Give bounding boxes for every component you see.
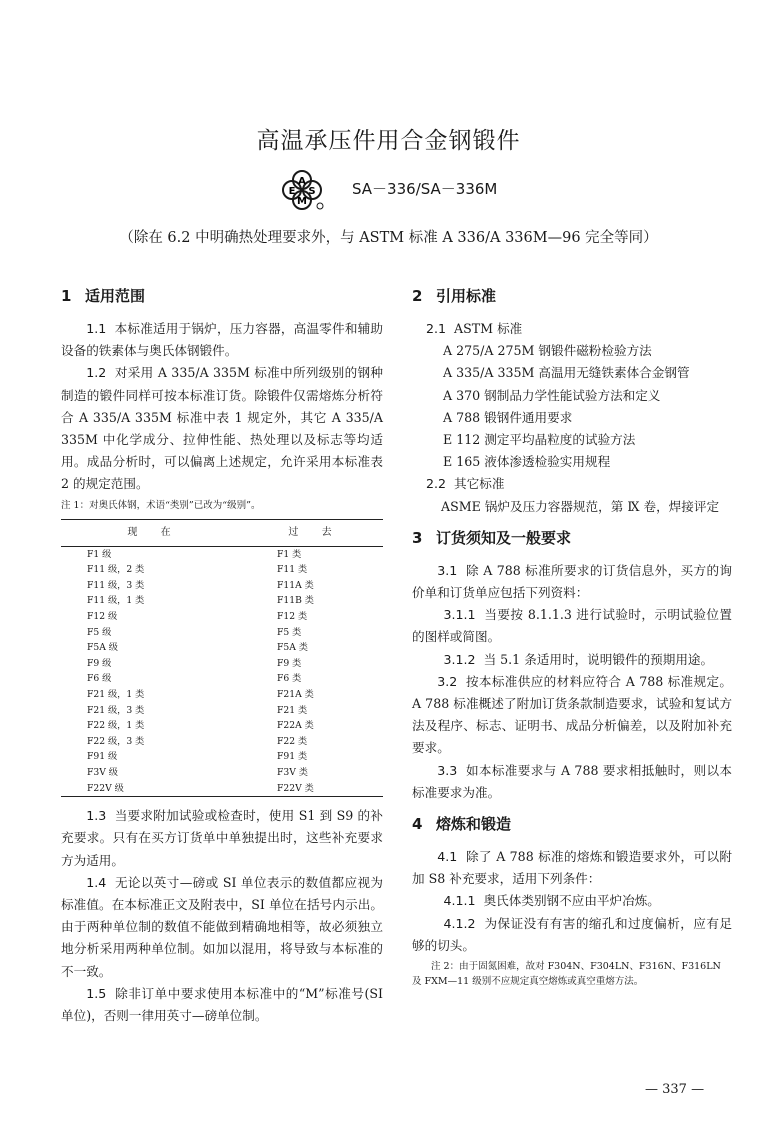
standard-number: SA－336/SA－336M xyxy=(352,180,498,198)
table-row xyxy=(61,546,383,562)
cell-past-class: F22V 类 xyxy=(247,781,383,797)
clause-1-3: 1.3 当要求附加试验或检查时，使用 S1 到 S9 的补充要求。只有在买方订货单中单独提出时，这些补充要求方为适用。 xyxy=(61,808,383,868)
table-row xyxy=(61,656,383,672)
ref-item: A 275/A 275M 钢锻件磁粉检验方法 xyxy=(443,343,652,359)
table-row xyxy=(61,765,383,781)
clause-3-1-1: 3.1.1 当要按 8.1.1.3 进行试验时，示明试验位置的图样或简图。 xyxy=(412,607,732,645)
svg-text:S: S xyxy=(308,186,316,197)
table-row xyxy=(61,640,383,656)
clause-1-5: 1.5 除非订单中要求使用本标准中的“M”标准号(SI 单位)，否则一律用英寸—磅单位制。 xyxy=(61,985,383,1023)
cell-current-grade: F6 级 xyxy=(87,673,112,685)
grade-designation-table xyxy=(61,519,383,798)
note-1: 注 1：对奥氏体钢，术语“类别”已改为“级别”。 xyxy=(61,499,261,511)
section-1-heading: 1 适用范围 xyxy=(61,287,146,305)
cell-past-class: F91 类 xyxy=(277,751,308,763)
cell-past-class: F1 类 xyxy=(277,548,302,560)
cell-past-class: F3V 类 xyxy=(277,766,308,778)
ref-item: E 112 测定平均晶粒度的试验方法 xyxy=(443,432,636,448)
table-row xyxy=(61,703,383,719)
clause-1-2: 1.2 对采用 A 335/A 335M 标准中所列级别的钢种制造的锻件同样可按本标准订货。除锻件仅需熔炼分析符合 A 335/A 335M 标准中表 1 规定外，其它 A 335/A 335M 中化学成分、拉伸性能、热处理以及标志等均适用。成品分析时，可以偏离上述规定，允许采用本标准表 2 的规定范围。 xyxy=(61,365,383,492)
table-row xyxy=(61,593,383,609)
cell-current-grade: F9 级 xyxy=(87,657,112,669)
clause-3-3: 3.3 如本标准要求与 A 788 要求相抵触时，则以本标准要求为准。 xyxy=(412,762,732,800)
cell-past-class: F12 类 xyxy=(277,611,308,622)
cell-past-class: F21A 类 xyxy=(277,688,314,700)
clause-2-2: 2.2 其它标准 xyxy=(426,476,505,492)
cell-past-class: F21 类 xyxy=(277,704,308,716)
clause-1-4: 1.4 无论以英寸—磅或 SI 单位表示的数值都应视为标准值。在本标准正文及附表中，SI 单位在括号内示出。由于两种单位制的数值不能做到精确地相等，故必须独立地分析采用两种单位制。如加以混用，将导致与本标准的不一致。 xyxy=(61,874,384,979)
clause-4-1: 4.1 除了 A 788 标准的熔炼和锻造要求外，可以附加 S8 补充要求，适用下列条件： xyxy=(412,849,732,887)
cell-past-class: F11 类 xyxy=(277,564,308,576)
cell-past-class: F5 类 xyxy=(277,626,302,638)
equivalence-statement: （除在 6.2 中明确热处理要求外，与 ASTM 标准 A 336/A 336M—96 完全等同） xyxy=(119,230,658,246)
cell-current-grade: F12 级 xyxy=(87,611,118,622)
section-4-heading: 4 熔炼和锻造 xyxy=(412,815,512,834)
cell-current-grade: F22 级，1 类 xyxy=(87,720,145,732)
clause-2-1: 2.1 ASTM 标准 xyxy=(426,321,523,336)
table-header-past: 过 去 xyxy=(247,519,383,546)
table-row xyxy=(61,609,383,625)
cell-past-class: F9 类 xyxy=(277,657,302,669)
section-2-heading: 2 引用标准 xyxy=(412,287,497,305)
table-row xyxy=(61,578,383,594)
clause-1-1: 1.1 本标准适用于锅炉，压力容器，高温零件和辅助设备的铁素体与奥氏体钢锻件。 xyxy=(61,321,383,359)
asme-logo xyxy=(278,168,326,212)
clause-3-2: 3.2 按本标准供应的材料应符合 A 788 标准规定。A 788 标准概述了附加订货条款制造要求，试验和复试方法及程序、标志、证明书、成品分析偏差，以及附加补充要求。 xyxy=(412,673,732,756)
right-column xyxy=(412,284,732,995)
clause-4-1-1: 4.1.1 奥氏体类别钢不应由平炉冶炼。 xyxy=(443,893,660,909)
note-2: 注 2：由于固氮困难，故对 F304N、F304LN、F316N、F316LN 及 FXM—11 级别不应规定真空熔炼或真空重熔方法。 xyxy=(412,961,721,988)
cell-past-class: F5A 类 xyxy=(277,642,308,654)
table-row xyxy=(61,562,383,578)
left-column xyxy=(61,284,383,1027)
table-row xyxy=(61,749,383,765)
page-number: — 337 — xyxy=(645,1082,705,1097)
cell-current-grade: F5 级 xyxy=(87,626,112,638)
cell-current-grade: F22V 级 xyxy=(61,781,247,797)
cell-current-grade: F1 级 xyxy=(87,548,112,560)
cell-past-class: F11B 类 xyxy=(277,595,314,607)
clause-3-1-2: 3.1.2 当 5.1 条适用时，说明锻件的预期用途。 xyxy=(443,651,714,667)
ref-item: A 370 钢制品力学性能试验方法和定义 xyxy=(443,387,661,403)
cell-current-grade: F22 级，3 类 xyxy=(87,735,145,747)
table-header-current: 现 在 xyxy=(61,519,247,546)
ref-item: E 165 液体渗透检验实用规程 xyxy=(443,454,611,470)
svg-text:A: A xyxy=(298,176,306,187)
ref-item: A 788 锻钢件通用要求 xyxy=(443,409,573,425)
table-row xyxy=(61,625,383,641)
document-title: 高温承压件用合金钢锻件 xyxy=(256,128,521,154)
cell-current-grade: F91 级 xyxy=(87,751,118,763)
table-row xyxy=(61,718,383,734)
cell-current-grade: F11 级，1 类 xyxy=(87,595,145,607)
cell-current-grade: F21 级，3 类 xyxy=(87,704,145,716)
cell-current-grade: F5A 级 xyxy=(87,642,118,654)
cell-current-grade: F3V 级 xyxy=(87,766,118,778)
cell-past-class: F22A 类 xyxy=(277,720,314,732)
clause-4-1-2: 4.1.2 为保证没有有害的缩孔和过度偏析，应有足够的切头。 xyxy=(412,915,733,953)
cell-past-class: F11A 类 xyxy=(277,579,314,591)
table-row xyxy=(61,687,383,703)
table-row xyxy=(61,734,383,750)
asme-emblem-icon xyxy=(278,168,326,212)
table-body xyxy=(61,546,383,797)
clause-3-1: 3.1 除 A 788 标准所要求的订货信息外，买方的询价单和订货单应包括下列资料： xyxy=(412,562,732,601)
svg-text:E: E xyxy=(288,186,296,197)
ref-item: A 335/A 335M 高温用无缝铁素体合金钢管 xyxy=(443,365,690,381)
cell-past-class: F6 类 xyxy=(277,673,302,685)
cell-current-grade: F11 级，3 类 xyxy=(87,579,145,591)
cell-past-class: F22 类 xyxy=(277,735,308,747)
cell-current-grade: F11 级，2 类 xyxy=(87,564,145,576)
section-3-heading: 3 订货须知及一般要求 xyxy=(412,528,572,547)
svg-text:M: M xyxy=(297,196,307,207)
table-row xyxy=(61,781,383,797)
table-row xyxy=(61,671,383,687)
clause-2-2-text: ASME 锅炉及压力容器规范，第 Ⅸ 卷，焊接评定 xyxy=(440,498,720,514)
cell-current-grade: F21 级，1 类 xyxy=(87,688,145,700)
